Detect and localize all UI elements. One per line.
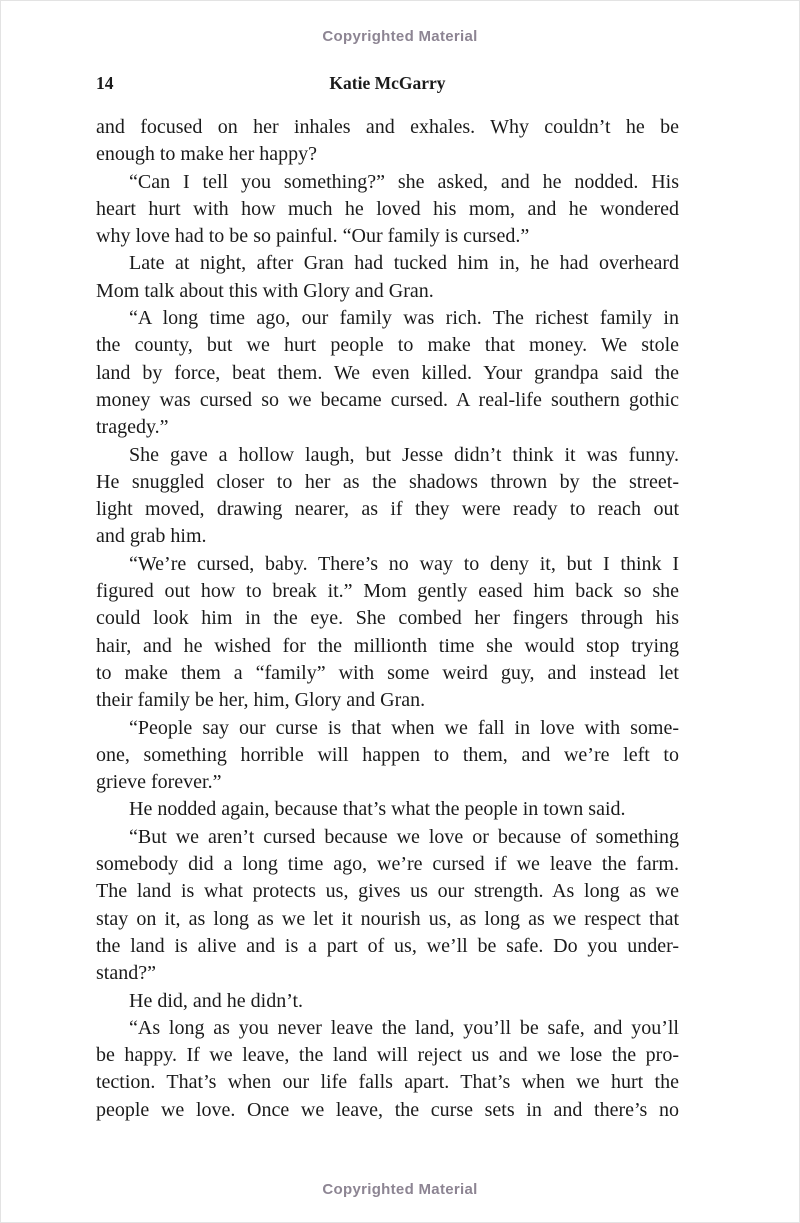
text-line: somebody did a long time ago, we’re cursed if we leave the farm. [96, 853, 679, 876]
paragraph [96, 442, 679, 551]
paragraph [96, 551, 679, 715]
paragraph [96, 715, 679, 797]
text-line: heart hurt with how much he loved his mom, and he wondered [96, 197, 679, 220]
page-number: 14 [96, 73, 114, 93]
text-line: “But we aren’t cursed because we love or because of something [129, 825, 679, 848]
text-line: tection. That’s when our life falls apart. That’s when we hurt the [96, 1071, 679, 1094]
text-line: She gave a hollow laugh, but Jesse didn’t think it was funny. [129, 443, 679, 466]
text-line: why love had to be so painful. “Our family is cursed.” [96, 225, 530, 248]
text-line: stand?” [96, 962, 156, 985]
text-line: light moved, drawing nearer, as if they were ready to reach out [96, 498, 679, 521]
text-line: their family be her, him, Glory and Gran. [96, 689, 426, 712]
paragraph [96, 250, 679, 305]
text-line: grieve forever.” [96, 771, 222, 794]
text-line: could look him in the eye. She combed her fingers through his [96, 607, 679, 630]
copyright-notice-top: Copyrighted Material [322, 28, 478, 45]
text-line: He did, and he didn’t. [129, 989, 304, 1012]
text-line: and grab him. [96, 525, 207, 548]
paragraph [96, 114, 679, 169]
text-line: “A long time ago, our family was rich. The richest family in [129, 307, 679, 330]
page-header [96, 73, 679, 95]
text-line: the county, but we hurt people to make that money. We stole [96, 334, 679, 357]
text-line: He nodded again, because that’s what the people in town said. [129, 798, 626, 821]
text-line: the land is alive and is a part of us, we’ll be safe. Do you under- [96, 934, 679, 957]
text-line: Mom talk about this with Glory and Gran. [96, 279, 434, 302]
text-line: people we love. Once we leave, the curse sets in and there’s no [96, 1098, 679, 1121]
copyright-notice-bottom: Copyrighted Material [322, 1181, 478, 1198]
paragraph [96, 824, 679, 988]
text-line: to make them a “family” with some weird guy, and instead let [96, 661, 679, 684]
paragraph [96, 305, 679, 441]
text-line: “People say our curse is that when we fall in love with some- [129, 716, 679, 739]
text-line: be happy. If we leave, the land will reject us and we lose the pro- [96, 1044, 679, 1067]
text-line: He snuggled closer to her as the shadows thrown by the street- [96, 470, 679, 493]
paragraph [96, 988, 679, 1015]
text-line: “We’re cursed, baby. There’s no way to deny it, but I think I [129, 552, 679, 575]
text-line: “Can I tell you something?” she asked, and he nodded. His [129, 170, 679, 193]
text-line: one, something horrible will happen to them, and we’re left to [96, 743, 679, 766]
text-line: Late at night, after Gran had tucked him in, he had overheard [129, 252, 679, 275]
text-line: “As long as you never leave the land, you’ll be safe, and you’ll [129, 1016, 679, 1039]
text-line: stay on it, as long as we let it nourish us, as long as we respect that [96, 907, 679, 930]
text-line: The land is what protects us, gives us our strength. As long as we [96, 880, 679, 903]
text-line: money was cursed so we became cursed. A real-life southern gothic [96, 388, 679, 411]
body-text [96, 114, 679, 1124]
text-line: land by force, beat them. We even killed. Your grandpa said the [96, 361, 679, 384]
paragraph [96, 1015, 679, 1124]
text-line: enough to make her happy? [96, 143, 318, 166]
text-line: figured out how to break it.” Mom gently eased him back so she [96, 580, 679, 603]
text-line: hair, and he wished for the millionth time she would stop trying [96, 634, 679, 657]
paragraph [96, 169, 679, 251]
text-line: tragedy.” [96, 416, 169, 439]
running-header-author: Katie McGarry [329, 73, 446, 93]
paragraph [96, 796, 679, 823]
text-line: and focused on her inhales and exhales. Why couldn’t he be [96, 116, 679, 138]
